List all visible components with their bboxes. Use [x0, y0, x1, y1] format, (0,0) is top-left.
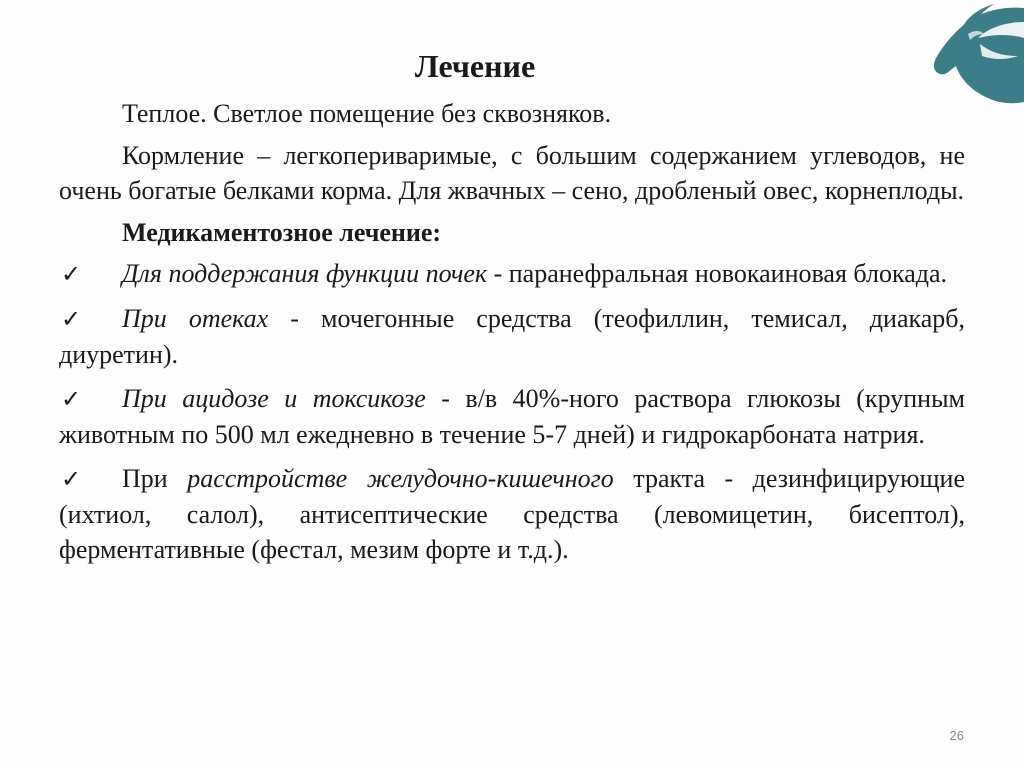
checklist-item-condition: расстройстве желудочно-кишечного: [187, 464, 614, 493]
treatment-checklist: [59, 256, 965, 567]
checkmark-icon: ✓: [61, 465, 82, 493]
slide-body: [59, 96, 965, 576]
checklist-item-treatment: - в/в 40%-ного раствора глюкозы (крупным животным по 500 мл ежедневно в течение 5-7 дней) и гидрокарбоната натрия.: [59, 384, 965, 449]
checklist-item-condition: При отеках: [122, 304, 269, 333]
checklist-item-lead: При: [122, 464, 188, 493]
checklist-item-acidosis: [59, 381, 965, 452]
checkmark-icon: ✓: [61, 260, 82, 288]
checklist-item-condition: Для поддержания функции почек: [122, 259, 488, 288]
checkmark-icon: ✓: [61, 385, 82, 413]
paragraph-feeding: Кормление – легкопериваримые, с большим содержанием углеводов, не очень богатые белками корма. Для жвачных – сено, дробленый овес, корнеплоды.: [59, 141, 965, 205]
paragraph-housing: Теплое. Светлое помещение без сквозняков.: [122, 99, 612, 128]
checkmark-icon: ✓: [61, 305, 82, 333]
slide-title: Лечение: [414, 48, 536, 84]
checklist-item-treatment: тракта - дезинфицирующие (ихтиол, салол), антисептические средства (левомицетин, бисептол), ферментативные (фестал, мезим форте и т.д.).: [59, 464, 966, 564]
medication-subheading: Медикаментозное лечение:: [122, 218, 442, 247]
checklist-item-treatment: - паранефральная новокаиновая блокада.: [487, 259, 948, 288]
checklist-item-edema: [59, 301, 965, 372]
page-number: 26: [949, 728, 964, 743]
checklist-item-kidney: [59, 256, 965, 292]
checklist-item-treatment: - мочегонные средства (теофиллин, темисал, диакарб, диуретин).: [59, 304, 965, 369]
checklist-item-condition: При ацидозе и токсикозе: [122, 384, 426, 413]
checklist-item-gi-tract: [59, 461, 965, 567]
